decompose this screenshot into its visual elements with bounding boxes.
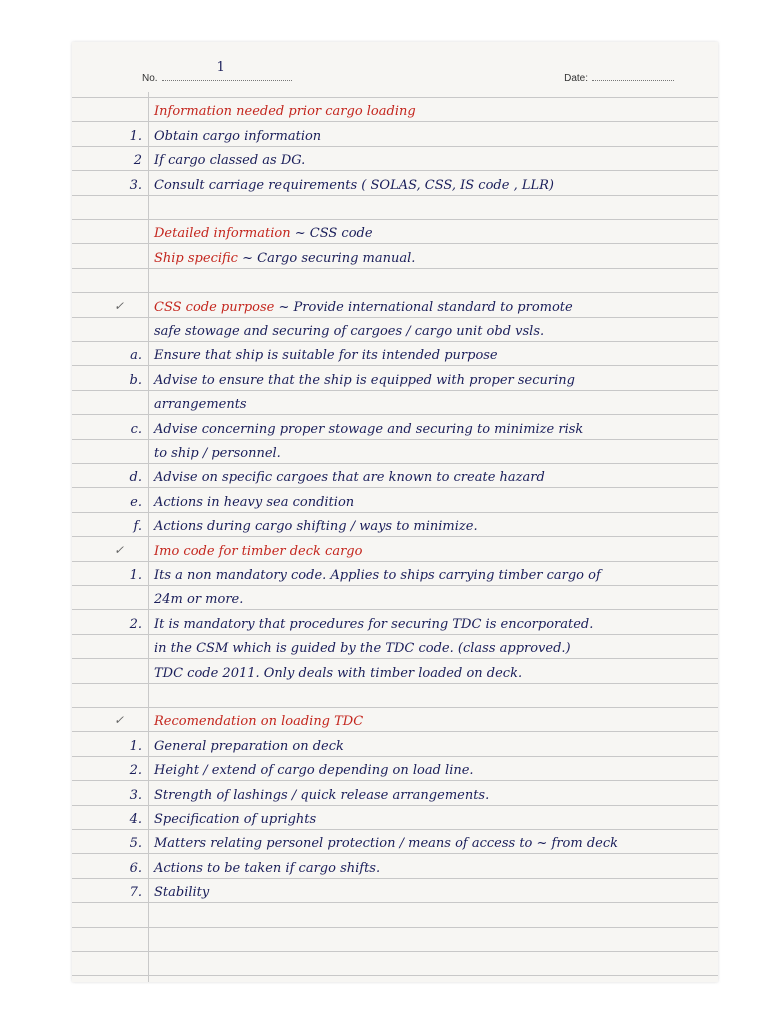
item-number: e.	[130, 494, 142, 510]
note-line	[72, 488, 718, 512]
note-text: Advise on specific cargoes that are known to create hazard	[154, 470, 545, 486]
note-text: TDC code 2011. Only deals with timber loaded on deck.	[154, 665, 523, 681]
note-text: Matters relating personel protection / means of access to ~ from deck	[154, 836, 619, 852]
note-text: 24m or more.	[154, 592, 244, 608]
note-text: Advise to ensure that the ship is equipped with proper securing	[154, 372, 575, 388]
item-number: 1.	[129, 738, 142, 754]
note-line	[72, 366, 718, 390]
note-line	[72, 244, 718, 268]
note-line	[72, 805, 718, 829]
item-number: c.	[130, 421, 142, 437]
note-text: If cargo classed as DG.	[154, 153, 306, 169]
note-text: Ensure that ship is suitable for its intended purpose	[154, 348, 498, 364]
item-number: d.	[129, 470, 142, 486]
item-number: f.	[133, 519, 142, 535]
note-line	[72, 171, 718, 195]
note-line	[72, 512, 718, 536]
heading-text: Recomendation on loading TDC	[154, 714, 364, 730]
note-line	[72, 146, 718, 170]
note-line	[72, 659, 718, 683]
note-line	[72, 781, 718, 805]
note-line	[72, 415, 718, 439]
section-heading	[72, 97, 718, 121]
checkmark-icon: ✓	[114, 713, 125, 728]
note-text: Advise concerning proper stowage and securing to minimize risk	[154, 421, 584, 437]
note-text: in the CSM which is guided by the TDC code. (class approved.)	[154, 641, 571, 657]
note-text: It is mandatory that procedures for securing TDC is encorporated.	[154, 616, 594, 632]
checkmark-icon: ✓	[114, 298, 125, 313]
item-number: 2.	[129, 763, 142, 779]
item-number: 4.	[129, 812, 142, 827]
note-line	[72, 610, 718, 634]
note-text: Strength of lashings / quick release arrangements.	[154, 787, 490, 803]
note-line	[72, 219, 718, 243]
date-label: Date:	[564, 73, 588, 84]
item-number: 5.	[129, 836, 142, 852]
page-number-value: 1	[216, 60, 225, 75]
note-text: arrangements	[154, 397, 247, 413]
note-text: Actions to be taken if cargo shifts.	[154, 860, 381, 876]
item-number: 2	[133, 153, 142, 169]
note-text: Actions during cargo shifting / ways to minimize.	[154, 519, 478, 535]
item-number: 3.	[129, 177, 142, 193]
blank-line	[72, 195, 718, 219]
note-line	[72, 878, 718, 902]
section-heading	[72, 707, 718, 731]
note-text: General preparation on deck	[154, 738, 344, 754]
item-number: b.	[129, 372, 142, 388]
blank-line	[72, 683, 718, 707]
page-number-label: No.	[142, 73, 158, 84]
note-line	[72, 293, 718, 317]
note-line	[72, 390, 718, 414]
heading-text: Information needed prior cargo loading	[154, 104, 416, 120]
highlighted-term: CSS code purpose	[154, 299, 275, 315]
blank-line	[72, 268, 718, 292]
note-line	[72, 829, 718, 853]
note-text: Specification of uprights	[154, 812, 317, 827]
item-number: 1.	[129, 568, 142, 583]
note-text	[154, 300, 573, 315]
notebook-page	[72, 42, 718, 982]
term-description: ~ CSS code	[290, 226, 373, 242]
note-line	[72, 341, 718, 365]
item-number: 2.	[129, 616, 142, 632]
note-line	[72, 122, 718, 146]
page-number-field	[142, 60, 292, 84]
item-number: 3.	[129, 787, 142, 803]
item-number: 1.	[129, 128, 142, 144]
note-text	[154, 251, 415, 266]
note-text: Obtain cargo information	[154, 128, 322, 144]
term-description: ~ Provide international standard to promote	[274, 299, 573, 315]
item-number: 7.	[129, 885, 142, 901]
note-text	[154, 226, 373, 241]
section-heading	[72, 537, 718, 561]
item-number: 6.	[129, 860, 142, 876]
highlighted-term: Ship specific	[154, 250, 238, 266]
note-line	[72, 439, 718, 463]
checkmark-icon: ✓	[114, 542, 125, 557]
term-description: ~ Cargo securing manual.	[237, 250, 416, 266]
note-line	[72, 634, 718, 658]
note-text: safe stowage and securing of cargoes / cargo unit obd vsls.	[154, 324, 545, 339]
note-line	[72, 854, 718, 878]
note-text: Consult carriage requirements ( SOLAS, CSS, IS code , LLR)	[154, 177, 554, 193]
note-line	[72, 463, 718, 487]
note-line	[72, 756, 718, 780]
note-text: Its a non mandatory code. Applies to ships carrying timber cargo of	[154, 568, 601, 583]
note-text: Height / extend of cargo depending on load line.	[154, 763, 474, 779]
note-line	[72, 732, 718, 756]
note-line	[72, 317, 718, 341]
note-text: Actions in heavy sea condition	[154, 494, 355, 510]
highlighted-term: Detailed information	[154, 226, 291, 242]
heading-text: Imo code for timber deck cargo	[154, 543, 363, 559]
note-text: to ship / personnel.	[154, 446, 281, 461]
note-line	[72, 585, 718, 609]
note-line	[72, 561, 718, 585]
item-number: a.	[130, 348, 142, 364]
note-text: Stability	[154, 885, 210, 901]
date-field	[564, 70, 674, 84]
